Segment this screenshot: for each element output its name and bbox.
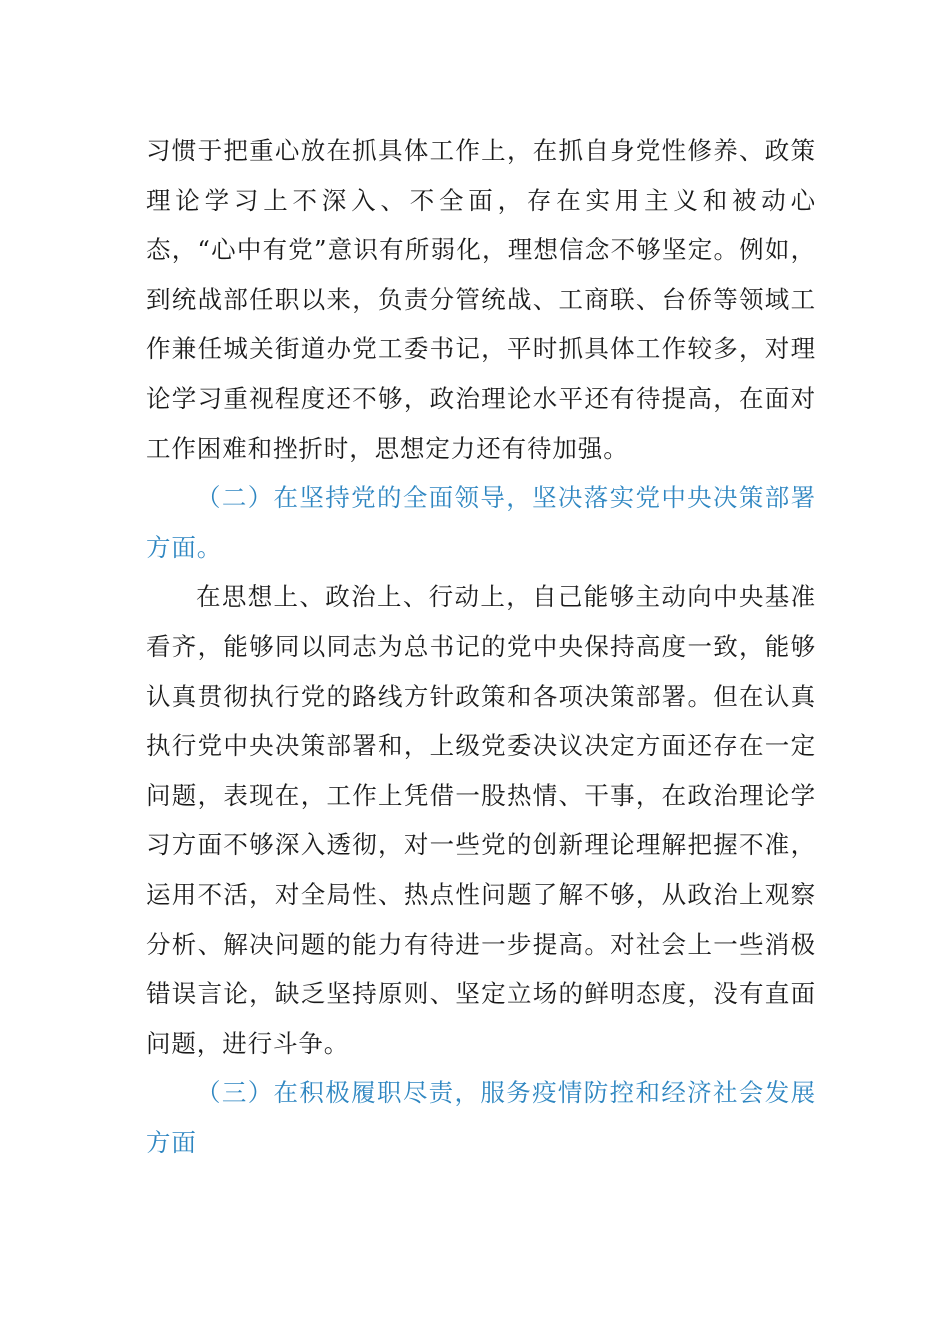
document-body <box>146 126 816 1167</box>
section-heading-2: （二）在坚持党的全面领导，坚决落实党中央决策部署方面。 <box>146 483 816 562</box>
body-paragraph-1: 习惯于把重心放在抓具体工作上，在抓自身党性修养、政策理论学习上不深入、不全面，存在实用主义和被动心态，“心中有党”意识有所弱化，理想信念不够坚定。例如，到统战部任职以来，负责分管统战、工商联、台侨等领域工作兼任城关街道办党工委书记，平时抓具体工作较多，对理论学习重视程度还不够，政治理论水平还有待提高，在面对工作困难和挫折时，思想定力还有待加强。 <box>146 136 816 463</box>
section-heading-3: （三）在积极履职尽责，服务疫情防控和经济社会发展方面 <box>146 1078 816 1157</box>
body-paragraph-2: 在思想上、政治上、行动上，自己能够主动向中央基准看齐，能够同以同志为总书记的党中央保持高度一致，能够认真贯彻执行党的路线方针政策和各项决策部署。但在认真执行党中央决策部署和，上级党委决议决定方面还存在一定问题，表现在，工作上凭借一股热情、干事，在政治理论学习方面不够深入透彻，对一些党的创新理论理解把握不准，运用不活，对全局性、热点性问题了解不够，从政治上观察分析、解决问题的能力有待进一步提高。对社会上一些消极错误言论，缺乏坚持原则、坚定立场的鲜明态度，没有直面问题，进行斗争。 <box>146 582 816 1058</box>
